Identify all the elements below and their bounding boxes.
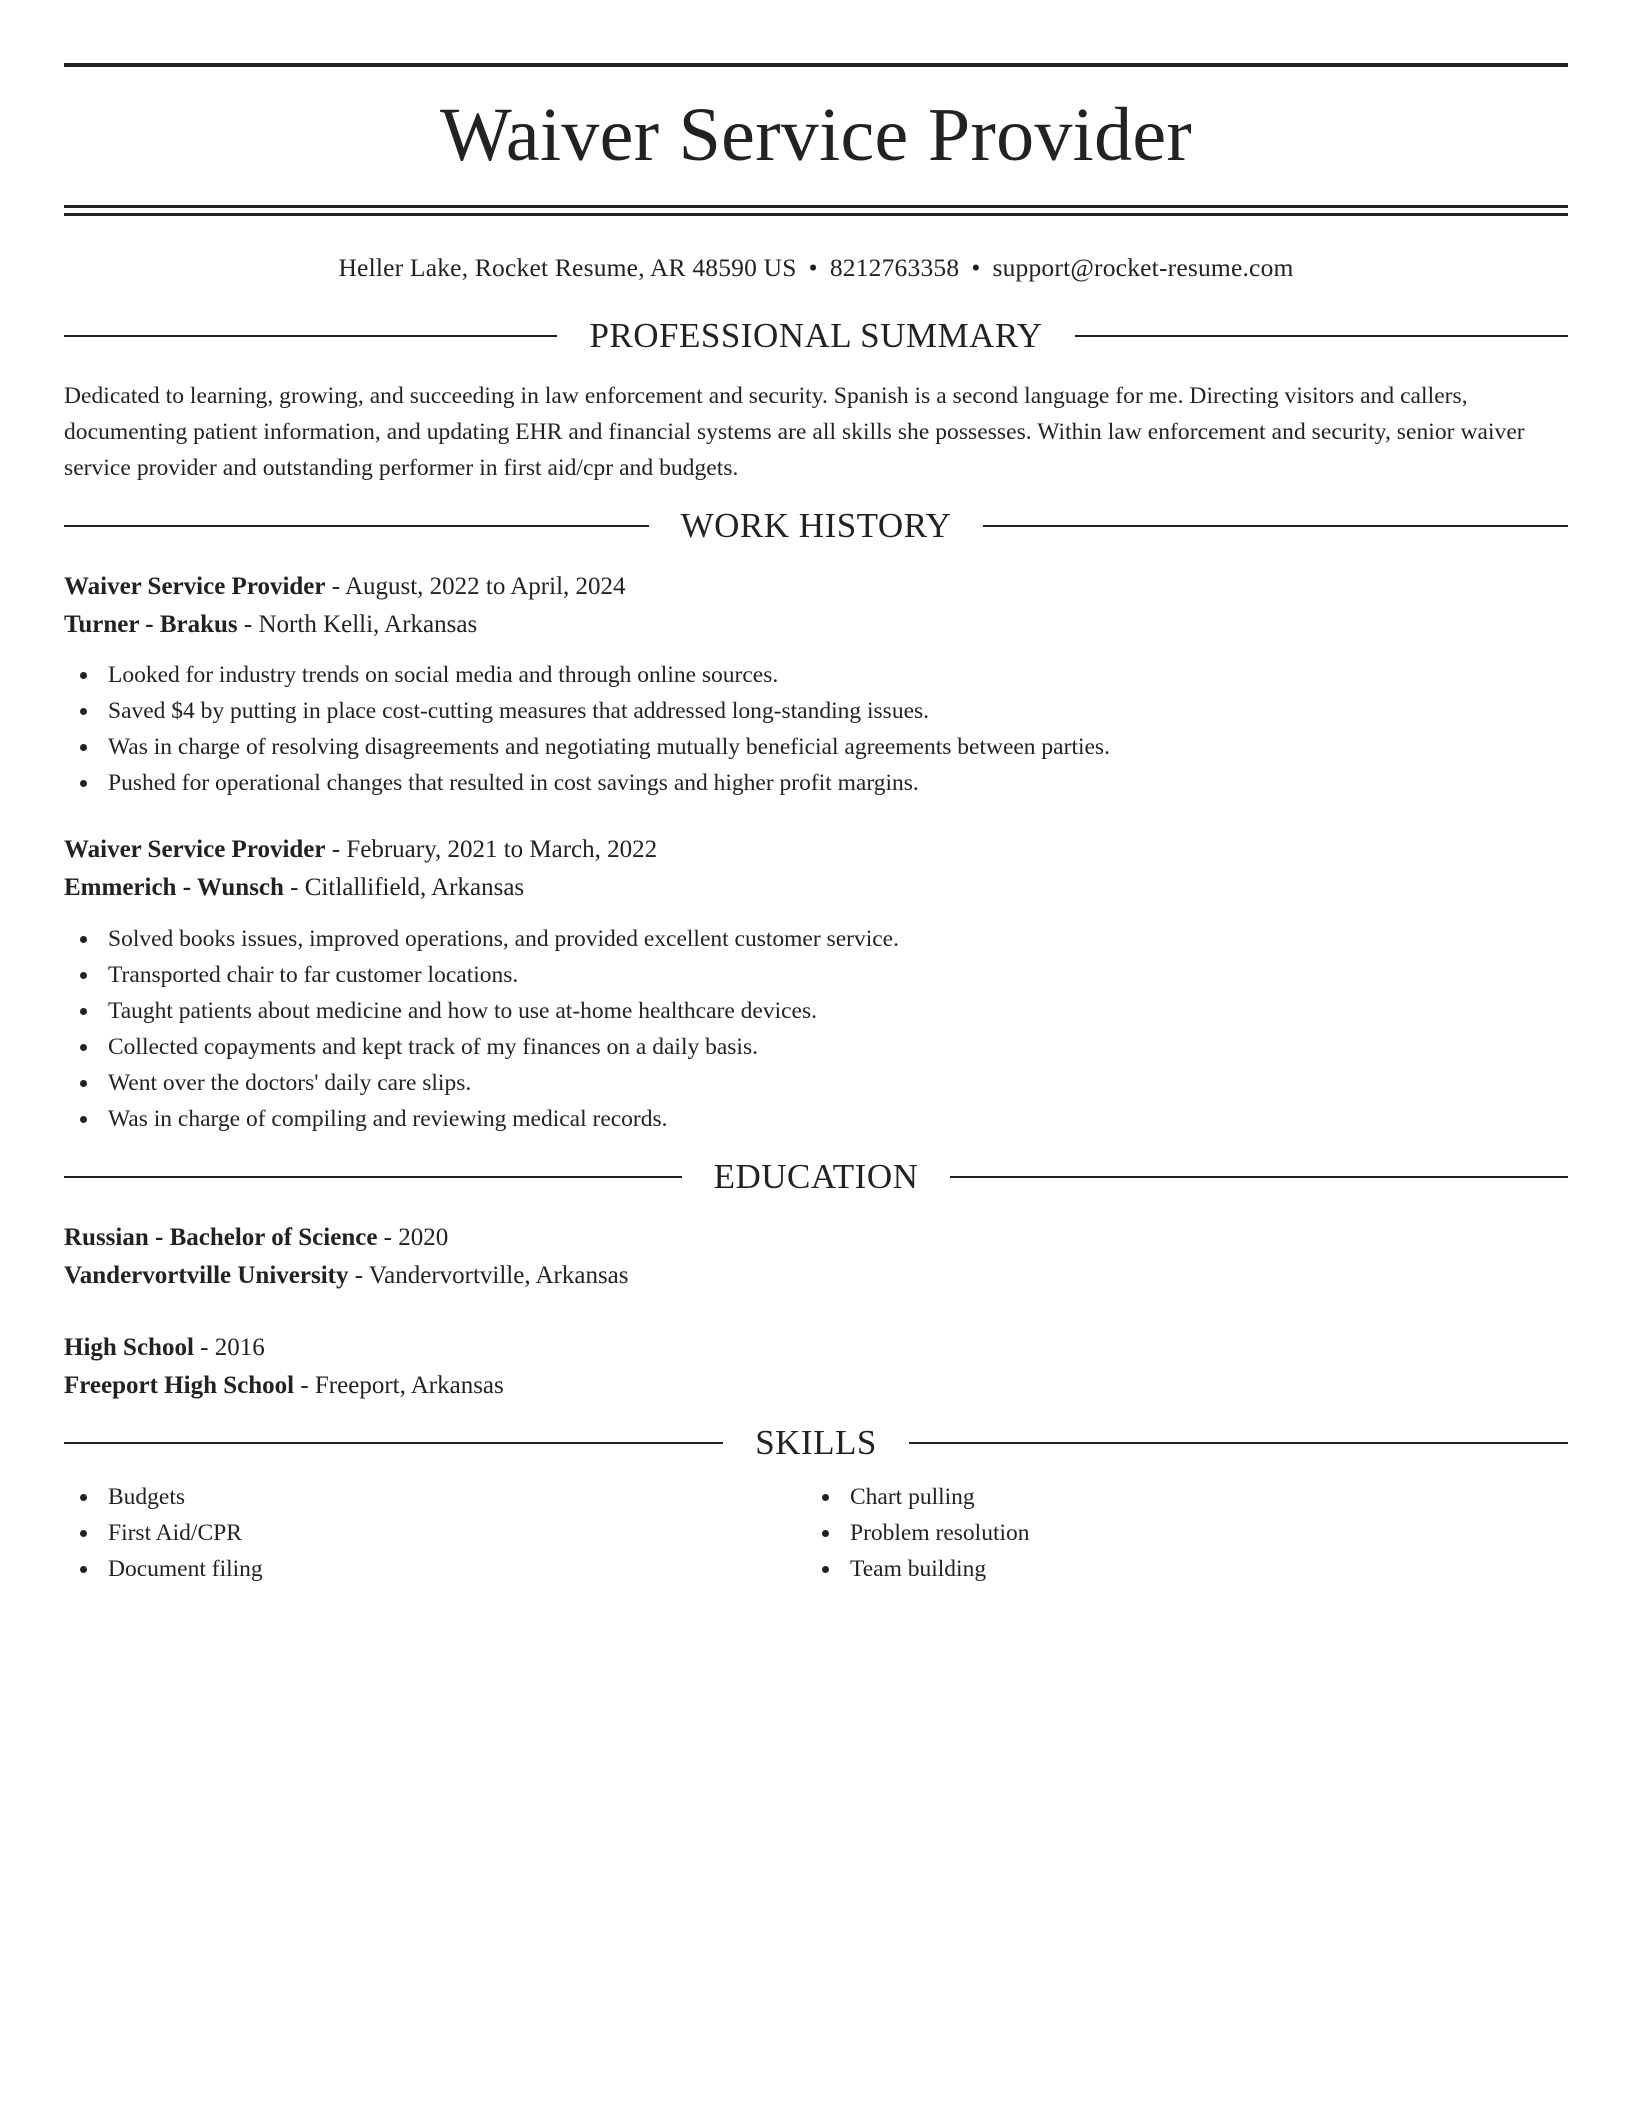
heading-rule <box>983 525 1568 527</box>
contact-separator: • <box>808 253 818 282</box>
education-location: - Freeport, Arkansas <box>294 1372 504 1399</box>
skill-item: First Aid/CPR <box>64 1515 806 1551</box>
job-bullet: Taught patients about medicine and how to use at-home healthcare devices. <box>64 993 1568 1029</box>
education-school-line <box>64 1367 1568 1405</box>
job-bullet: Went over the doctors' daily care slips. <box>64 1065 1568 1101</box>
heading-rule <box>64 335 557 337</box>
skill-item: Problem resolution <box>806 1515 1548 1551</box>
summary-heading-label: PROFESSIONAL SUMMARY <box>589 316 1043 355</box>
heading-rule <box>64 1442 723 1444</box>
education-degree-line <box>64 1219 1568 1257</box>
education-heading-label: EDUCATION <box>713 1157 919 1196</box>
job-title-line <box>64 568 1568 606</box>
education-entry <box>64 1329 1568 1405</box>
job-bullet: Looked for industry trends on social media and through online sources. <box>64 657 1568 693</box>
education-school-line <box>64 1257 1568 1295</box>
skill-item: Budgets <box>64 1479 806 1515</box>
resume-page <box>64 0 1568 1587</box>
skill-item: Team building <box>806 1551 1548 1587</box>
job-company-line <box>64 869 1568 907</box>
education-school: Freeport High School <box>64 1372 295 1399</box>
job-company: Turner - Brakus <box>64 611 238 638</box>
education-degree: High School <box>64 1334 194 1361</box>
skills-column-left <box>64 1479 806 1587</box>
education-year: - 2020 <box>377 1224 449 1251</box>
skills-list <box>64 1479 1568 1587</box>
skills-heading-label: SKILLS <box>755 1423 877 1462</box>
job-bullets <box>64 921 1568 1137</box>
work-section-heading <box>64 506 1568 546</box>
job-bullet: Was in charge of compiling and reviewing medical records. <box>64 1101 1568 1137</box>
job-bullets <box>64 657 1568 801</box>
job-location: - Citlallifield, Arkansas <box>283 874 525 901</box>
contact-line <box>64 252 1568 284</box>
contact-separator: • <box>971 253 981 282</box>
summary-text: Dedicated to learning, growing, and succeeding in law enforcement and security. Spanish is a second language for me. Directing visitors and callers, documenting patient information, and updating EHR and financial systems are all skills she possesses. Within law enforcement and security, senior waiver service provider and outstanding performer in first aid/cpr and budgets. <box>64 383 1525 481</box>
job-bullet: Collected copayments and kept track of my finances on a daily basis. <box>64 1029 1568 1065</box>
education-school: Vandervortville University <box>64 1262 349 1289</box>
education-degree-line <box>64 1329 1568 1367</box>
heading-rule <box>64 1176 682 1178</box>
heading-rule <box>64 525 649 527</box>
resume-name: Waiver Service Provider <box>439 93 1193 177</box>
job-bullet: Transported chair to far customer locations. <box>64 957 1568 993</box>
work-heading-label: WORK HISTORY <box>680 506 952 545</box>
job-dates: - February, 2021 to March, 2022 <box>325 836 658 863</box>
skill-item: Document filing <box>64 1551 806 1587</box>
contact-email: support@rocket-resume.com <box>992 253 1294 282</box>
job-dates: - August, 2022 to April, 2024 <box>325 573 626 600</box>
job-entry <box>64 568 1568 801</box>
heading-rule <box>1075 335 1568 337</box>
header-top-rule <box>64 63 1568 67</box>
education-entry <box>64 1219 1568 1295</box>
job-bullet: Pushed for operational changes that resulted in cost savings and higher profit margins. <box>64 765 1568 801</box>
summary-section-heading <box>64 316 1568 356</box>
education-location: - Vandervortville, Arkansas <box>348 1262 629 1289</box>
contact-phone: 8212763358 <box>829 253 960 282</box>
heading-rule <box>950 1176 1568 1178</box>
job-company: Emmerich - Wunsch <box>64 874 284 901</box>
job-entry <box>64 831 1568 1137</box>
skill-item: Chart pulling <box>806 1479 1548 1515</box>
job-title-line <box>64 831 1568 869</box>
job-title: Waiver Service Provider <box>64 836 326 863</box>
education-section-heading <box>64 1157 1568 1197</box>
skills-column-right <box>806 1479 1548 1587</box>
header-double-rule <box>64 205 1568 216</box>
job-bullet: Solved books issues, improved operations, and provided excellent customer service. <box>64 921 1568 957</box>
skills-section-heading <box>64 1423 1568 1463</box>
job-company-line <box>64 606 1568 644</box>
heading-rule <box>909 1442 1568 1444</box>
job-title: Waiver Service Provider <box>64 573 326 600</box>
education-degree: Russian - Bachelor of Science <box>64 1224 378 1251</box>
education-year: - 2016 <box>193 1334 265 1361</box>
job-bullet: Was in charge of resolving disagreements and negotiating mutually beneficial agreements between parties. <box>64 729 1568 765</box>
contact-address: Heller Lake, Rocket Resume, AR 48590 US <box>338 253 797 282</box>
job-location: - North Kelli, Arkansas <box>237 611 478 638</box>
job-bullet: Saved $4 by putting in place cost-cutting measures that addressed long-standing issues. <box>64 693 1568 729</box>
